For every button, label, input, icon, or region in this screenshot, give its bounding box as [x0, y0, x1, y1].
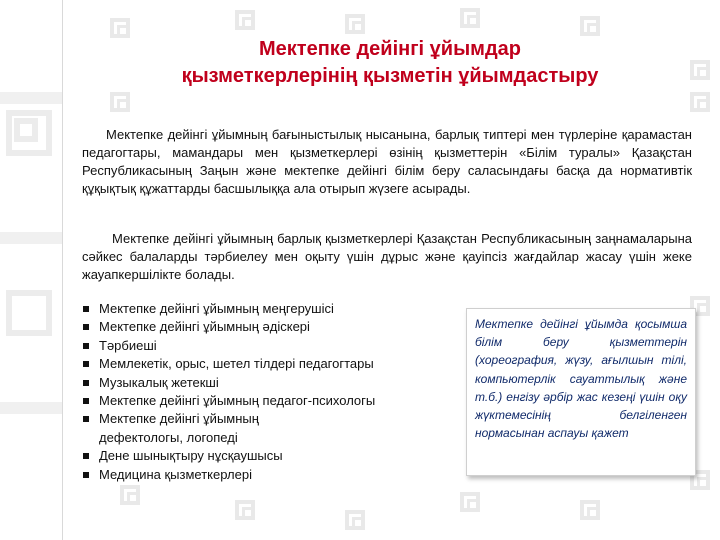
background-pattern-icon [460, 492, 480, 512]
bullet-icon [83, 453, 89, 459]
decor-bar [0, 402, 62, 414]
left-decorative-strip [0, 0, 63, 540]
responsibility-paragraph: Мектепке дейінгі ұйымның барлық қызметкерлері Қазақстан Республикасының заңнамаларына сәйкес балаларды тәрбиелеу мен оқыту үшін дұрыс және қауіпсіз жағдайлар жасау үшін жеке жауапкершілікте болады. [82, 231, 692, 282]
bullet-icon [83, 416, 89, 422]
background-pattern-icon [120, 485, 140, 505]
title-line-2: қызметкерлерінің қызметін ұйымдастыру [181, 65, 599, 87]
background-pattern-icon [110, 92, 130, 112]
list-item: Тәрбиеші [82, 337, 472, 355]
bullet-icon [83, 361, 89, 367]
page-title [70, 36, 710, 90]
decor-bar [0, 232, 62, 244]
background-pattern-icon [110, 18, 130, 38]
background-pattern-icon [580, 500, 600, 520]
bullet-icon [83, 380, 89, 386]
background-pattern-icon [345, 510, 365, 530]
decor-bar [0, 92, 62, 104]
bullet-icon [83, 398, 89, 404]
background-pattern-icon [235, 500, 255, 520]
bullet-icon [83, 343, 89, 349]
staff-list [82, 300, 472, 484]
list-item: Музыкалық жетекші [82, 374, 472, 392]
list-item: Медицина қызметкерлері [82, 466, 472, 484]
list-item: Мектепке дейінгі ұйымның меңгерушісі [82, 300, 472, 318]
list-item: Мектепке дейінгі ұйымның әдіскері [82, 318, 472, 336]
background-pattern-icon [345, 14, 365, 34]
background-pattern-icon [690, 92, 710, 112]
decor-square [14, 118, 38, 142]
list-item: Дене шынықтыру нұсқаушысы [82, 447, 472, 465]
note-box: Мектепке дейінгі ұйымда қосымша білім беру қызметтерін (хореография, жүзу, ағылшын тілі, компьютерлік сауаттылық және т.б.) енгізу әрбір жас кезеңі үшін оқу жүктемесінің белгіленген нормасынан аспауы қажет [466, 308, 696, 476]
background-pattern-icon [580, 16, 600, 36]
title-line-1: Мектепке дейінгі ұйымдар [258, 38, 521, 60]
bullet-icon [83, 306, 89, 312]
bullet-icon [83, 324, 89, 330]
intro-paragraph: Мектепке дейінгі ұйымның бағыныстылық нысанына, барлық типтері мен түрлеріне қарамастан педагогтары, мамандары мен қызметкерлері өзінің қызметтерін «Білім туралы» Қазақстан Республикасының Заңын және мектепке дейінгі білім беру саласындағы басқа да нормативтік құқықтық құжаттарды басшылыққа ала отырып жүзеге асырады. [82, 127, 692, 196]
list-item: Мектепке дейінгі ұйымның дефектологы, логопеді [82, 410, 472, 447]
bullet-icon [83, 472, 89, 478]
background-pattern-icon [235, 10, 255, 30]
background-pattern-icon [460, 8, 480, 28]
list-item: Мектепке дейінгі ұйымның педагог-психологы [82, 392, 472, 410]
list-item: Мемлекетік, орыс, шетел тілдері педагогтары [82, 355, 472, 373]
decor-square [6, 290, 52, 336]
